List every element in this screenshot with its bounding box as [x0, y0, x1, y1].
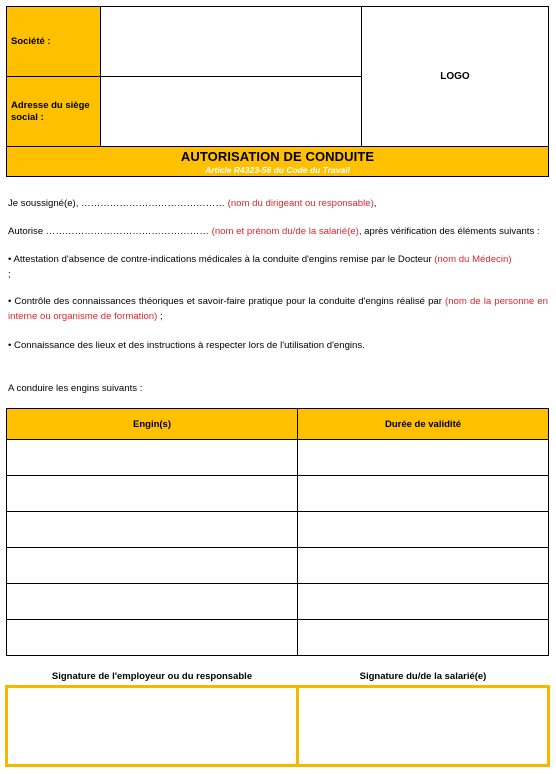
engins-column-label: Engin(s): [133, 418, 171, 430]
bullet-medical-placeholder: (nom du Médecin): [434, 254, 512, 265]
employee-signature-text: Signature du/de la salarié(e): [359, 671, 487, 682]
societe-label: Société :: [11, 35, 51, 47]
table-cell-duree-1[interactable]: [297, 439, 549, 476]
bullet-lieux: [8, 338, 548, 353]
table-cell-duree-4[interactable]: [297, 547, 549, 584]
line-autorise: [8, 224, 548, 239]
duree-column-label: Durée de validité: [384, 418, 462, 430]
bullet-controle-text: • Contrôle des connaissances théoriques et savoir-faire pratique pour la conduite d'engins réalisé par: [8, 296, 442, 307]
table-cell-duree-5[interactable]: [297, 583, 549, 620]
engins-intro: [8, 381, 548, 396]
bullet-controle: [8, 294, 548, 324]
soussigne-placeholder: (nom du dirigeant ou responsable): [227, 198, 374, 209]
table-cell-engin-3[interactable]: [6, 511, 298, 548]
title-band: [6, 146, 549, 177]
bullet-medical-end: ;: [8, 269, 11, 280]
employer-signature-text: Signature de l'employeur ou du responsable: [51, 671, 253, 682]
line-soussigne: [8, 196, 548, 211]
table-header-engins: [6, 408, 298, 440]
document-subtitle: Article R4323-56 du Code du Travail: [205, 165, 350, 175]
table-cell-duree-6[interactable]: [297, 619, 549, 656]
employee-signature-box[interactable]: [296, 685, 550, 767]
table-cell-engin-5[interactable]: [6, 583, 298, 620]
bullet-medical-text: • Attestation d'absence de contre-indications médicales à la conduite d'engins remise par le Docteur: [8, 254, 432, 265]
soussigne-suffix: ,: [373, 198, 377, 209]
table-cell-duree-3[interactable]: [297, 511, 549, 548]
table-cell-duree-2[interactable]: [297, 475, 549, 512]
bullet-controle-placeholder: (nom de la personne en interne ou organisme de formation): [8, 296, 548, 322]
employer-signature-label: [6, 671, 298, 682]
logo-area: [361, 6, 549, 147]
table-header-duree: [297, 408, 549, 440]
table-cell-engin-1[interactable]: [6, 439, 298, 476]
table-cell-engin-2[interactable]: [6, 475, 298, 512]
employee-signature-label: [297, 671, 549, 682]
autorise-suffix: , après vérification des éléments suivants :: [358, 226, 540, 237]
document-title: AUTORISATION DE CONDUITE: [180, 149, 375, 164]
employer-signature-box[interactable]: [5, 685, 299, 767]
adresse-label: Adresse du siège social :: [11, 99, 90, 123]
engins-intro-text: A conduire les engins suivants :: [8, 383, 143, 394]
societe-field[interactable]: [100, 6, 362, 77]
adresse-label-cell: [6, 76, 101, 147]
adresse-field[interactable]: [100, 76, 362, 147]
bullet-lieux-text: • Connaissance des lieux et des instructions à respecter lors de l'utilisation d'engins.: [8, 340, 365, 351]
bullet-medical: [8, 252, 548, 282]
autorise-text: Autorise ……………………………………………: [8, 226, 209, 237]
table-cell-engin-4[interactable]: [6, 547, 298, 584]
table-cell-engin-6[interactable]: [6, 619, 298, 656]
societe-label-cell: [6, 6, 101, 77]
soussigne-text: Je soussigné(e), ………………………………………: [8, 198, 225, 209]
autorise-placeholder: (nom et prénom du/de la salarié(e): [211, 226, 359, 237]
bullet-controle-end: ;: [157, 311, 163, 322]
logo-text: LOGO: [440, 71, 470, 82]
